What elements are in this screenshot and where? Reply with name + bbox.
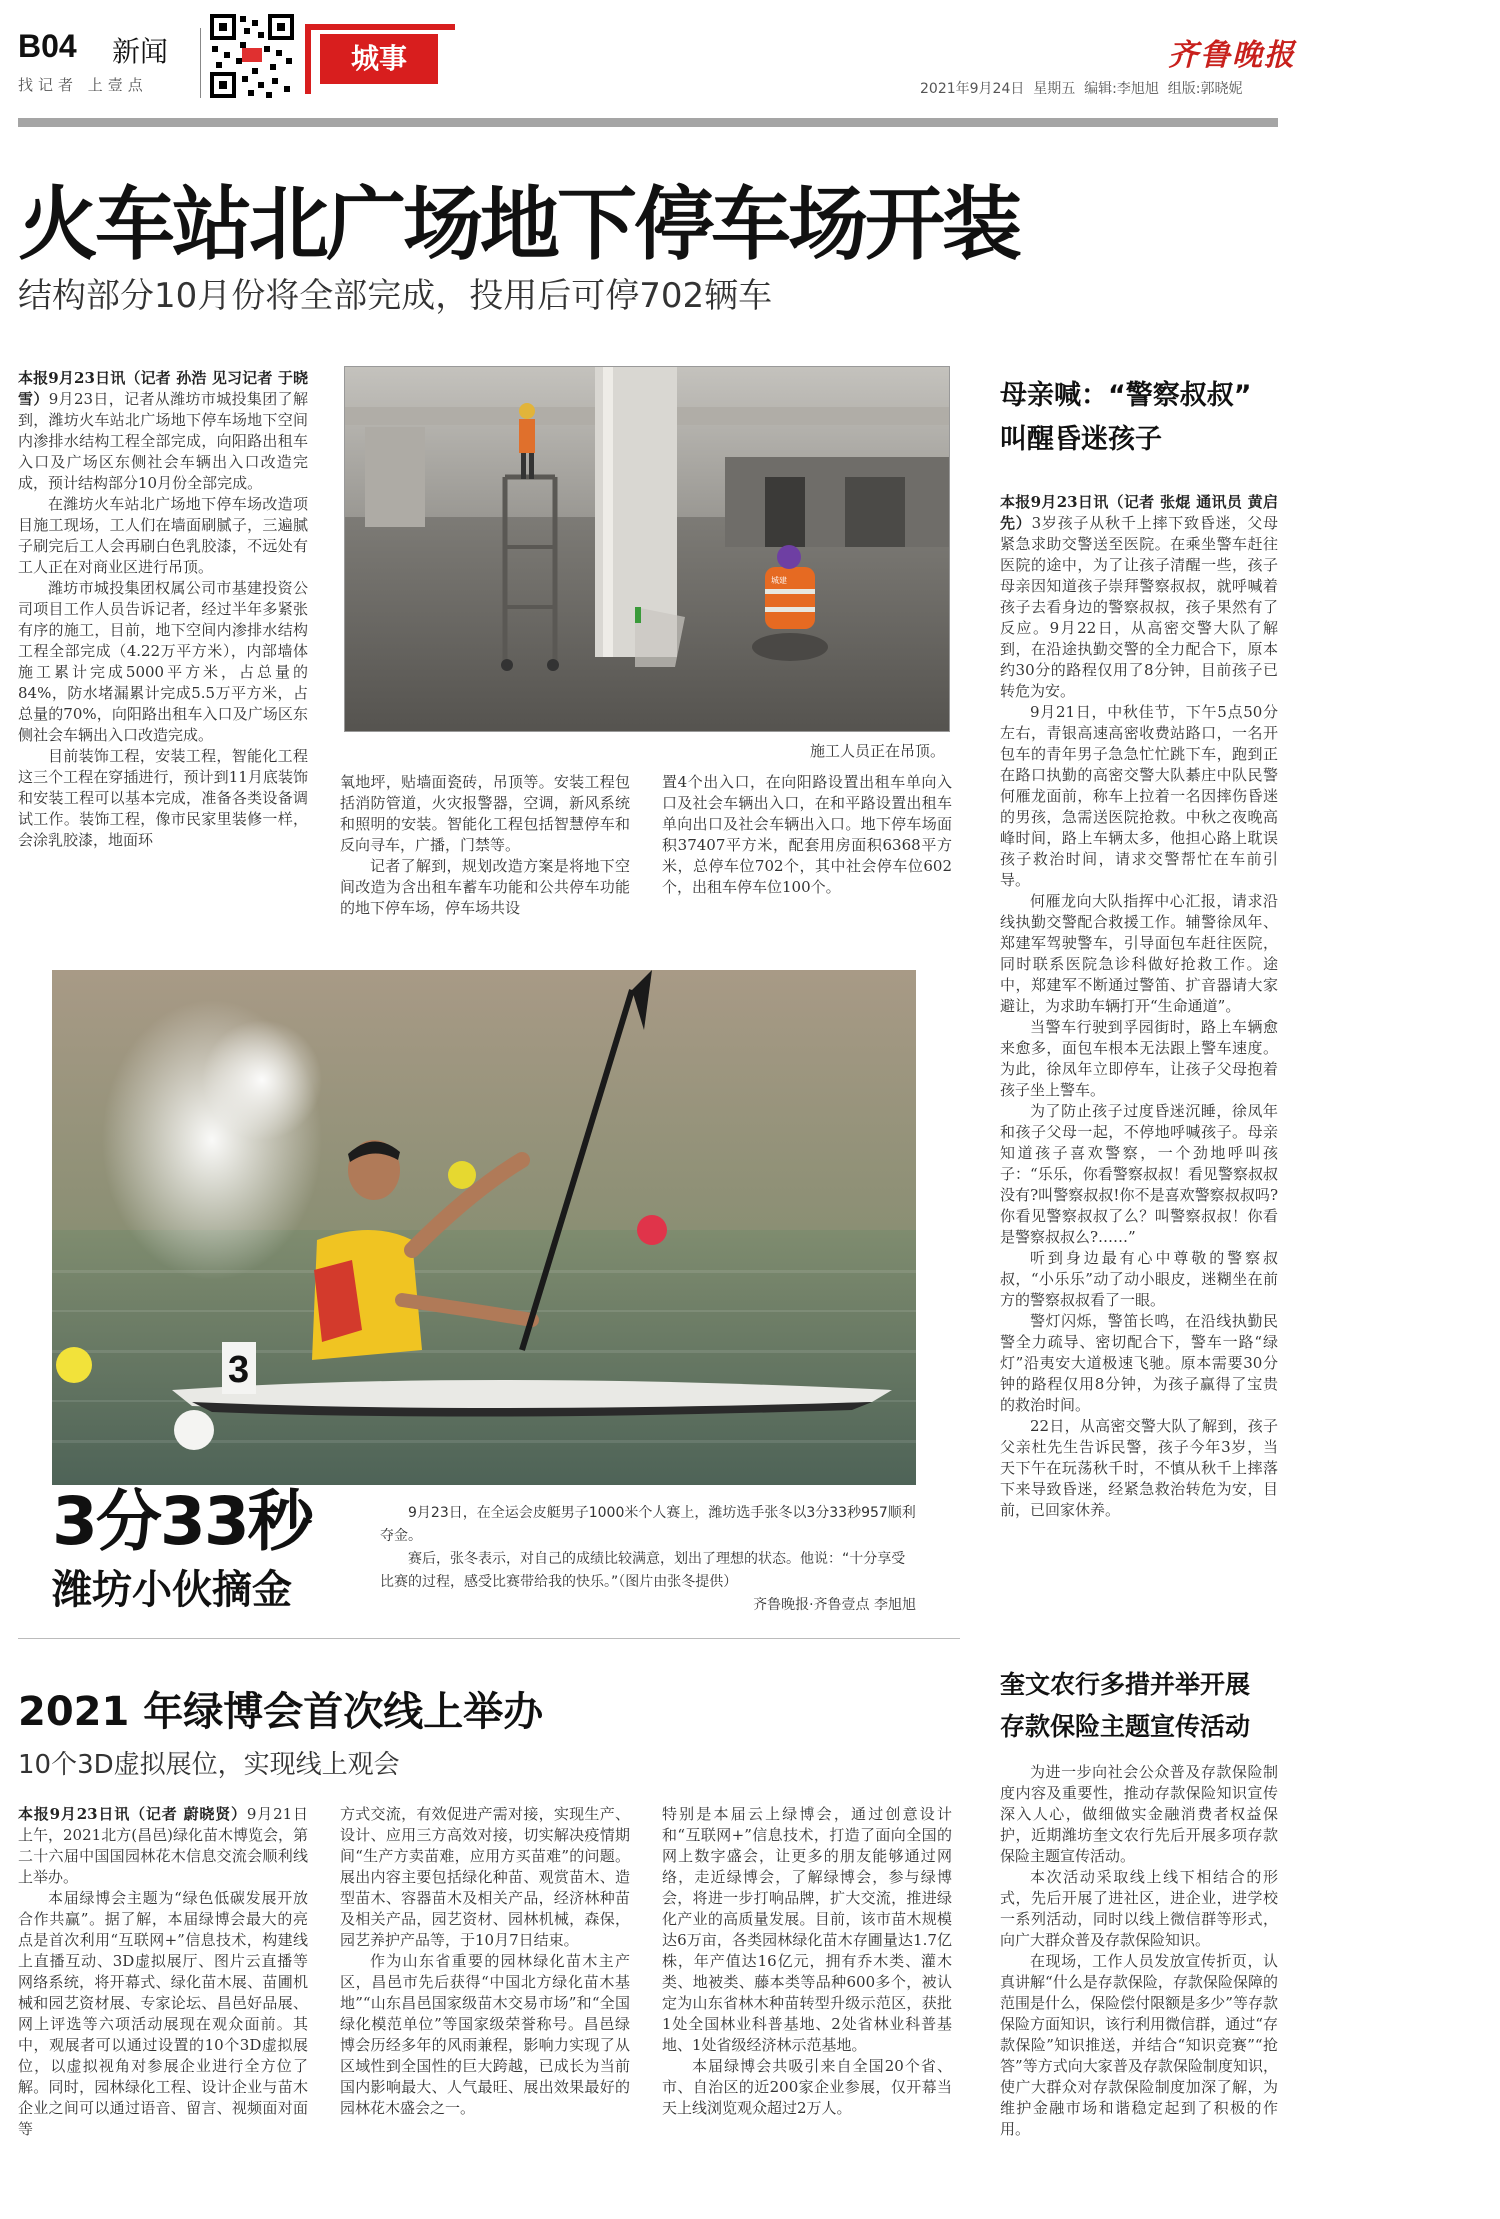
side-story-1-paragraph: 22日，从高密交警大队了解到，孩子父亲杜先生告诉民警，孩子今年3岁，当天下午在玩荡秋千时，不慎从秋千上摔落下来导致昏迷，经紧急救治转危为安，目前，已回家休养。 bbox=[1000, 1417, 1278, 1519]
lead-dateline: 本报9月23日讯（记者 孙浩 见习记者 于晓雪） bbox=[18, 369, 308, 408]
lead-paragraph: 目前装饰工程，安装工程，智能化工程这三个工程在穿插进行，预计到11月底装饰和安装工程可以基本完成，准备各类设备调试工作。装饰工程，像市民家里装修一样，会涂乳胶漆，地面环 bbox=[18, 747, 308, 849]
side-story-1-headline bbox=[1000, 374, 1280, 462]
green-expo-column-1 bbox=[18, 1804, 308, 2204]
green-expo-column-2 bbox=[340, 1804, 630, 2204]
side-story-2-headline-line1: 奎文农行多措并举开展 bbox=[1000, 1670, 1251, 1699]
side-story-1-paragraph: 3岁孩子从秋千上摔下致昏迷，父母紧急求助交警送至医院。在乘坐警车赶往医院的途中，为了让孩子清醒一些，孩子母亲因知道孩子崇拜警察叔叔，就呼喊着孩子去看身边的警察叔叔，孩子果然有了反应。9月22日，从高密交警大队了解到，在沿途执勤交警的全力配合下，原本约30分的路程仅用了8分钟，目前孩子已转危为安。 bbox=[1000, 514, 1278, 700]
green-expo-headline: 2021 年绿博会首次线上举办 bbox=[18, 1689, 544, 1735]
side-story-2-paragraph: 在现场，工作人员发放宣传折页，认真讲解“什么是存款保险，存款保险保障的范围是什么，保险偿付限额是多少”等存款保险方面知识，该行利用微信群，通过“存款保险”知识推送，并结合“知识竞赛”“抢答”等方式向大家普及存款保险制度知识，使广大群众对存款保险制度加深了解，为维护金融市场和谐稳定起到了积极的作用。 bbox=[1000, 1952, 1278, 2138]
section-name: 新闻 bbox=[112, 35, 169, 68]
green-expo-paragraph: 方式交流，有效促进产需对接，实现生产、设计、应用三方高效对接，切实解决疫情期间“生产方卖苗难，应用方买苗难”的问题。展出内容主要包括绿化种苗、观赏苗木、造型苗木、容器苗木及相关产品，经济林种苗及相关产品，园艺资材、园林机械，森保，园艺养护产品等，于10月7日结束。 bbox=[340, 1805, 630, 1949]
kayak-caption bbox=[380, 1502, 916, 1617]
lead-paragraph: 置4个出入口，在向阳路设置出租车单向入口及社会车辆出入口，在和平路设置出租车单向出口及社会车辆出入口。地下停车场面积37407平方米，配套用房面积6368平方米，总停车位702个，其中社会停车位602个，出租车停车位100个。 bbox=[662, 773, 952, 896]
newspaper-logo: 齐鲁晚报 bbox=[1168, 38, 1296, 73]
kayak-caption-line-1: 9月23日，在全运会皮艇男子1000米个人赛上，潍坊选手张冬以3分33秒957顺利夺金。 bbox=[380, 1505, 916, 1544]
side-story-1-paragraph: 为了防止孩子过度昏迷沉睡，徐凤年和孩子父母一起，不停地呼喊孩子。母亲知道孩子喜欢警察，一个劲地呼叫孩子：“乐乐，你看警察叔叔！看见警察叔叔没有?叫警察叔叔!你不是喜欢警察叔叔吗?你看见警察叔叔了么？叫警察叔叔！你看是警察叔叔么?……” bbox=[1000, 1102, 1278, 1246]
side-story-2-body bbox=[1000, 1762, 1278, 2206]
kayak-photo-credit: 齐鲁晚报·齐鲁壹点 李旭旭 bbox=[753, 1597, 916, 1613]
side-story-1-paragraph: 何雁龙向大队指挥中心汇报，请求沿线执勤交警配合救援工作。辅警徐凤年、郑建军驾驶警车，引导面包车赶往医院，同时联系医院急诊科做好抢救工作。途中，郑建军不断通过警笛、扩音器请大家避让，为求助车辆打开“生命通道”。 bbox=[1000, 892, 1278, 1015]
kayak-caption-line-2: 赛后，张冬表示，对自己的成绩比较满意，划出了理想的状态。他说：“十分享受比赛的过程，感受比赛带给我的快乐。”（图片由张冬提供） bbox=[380, 1551, 906, 1590]
side-story-1-dateline: 本报9月23日讯（记者 张焜 通讯员 黄启先） bbox=[1000, 493, 1278, 532]
date-line: 2021年9月24日 星期五 编辑:李旭旭 组版:郭晓妮 bbox=[920, 81, 1243, 97]
green-expo-subheadline: 10个3D虚拟展位，实现线上观会 bbox=[18, 1750, 400, 1780]
section-divider bbox=[18, 1638, 960, 1639]
bib-number: 3 bbox=[228, 1349, 250, 1391]
side-story-1-headline-line1: 母亲喊：“警察叔叔” bbox=[1000, 380, 1252, 411]
result-time: 3分33秒 bbox=[52, 1483, 312, 1560]
green-expo-paragraph: 本届绿博会主题为“绿色低碳发展开放合作共赢”。据了解，本届绿博会最大的亮点是首次利用“互联网+”信息技术，构建线上直播互动、3D虚拟展厅、图片云直播等网络系统，将开幕式、绿化苗木展、苗圃机械和园艺资材展、专家论坛、昌邑好品展、网上评选等六项活动展现在观众面前。其中，观展者可以通过设置的10个3D虚拟展位，以虚拟视角对参展企业进行全方位了解。同时，园林绿化工程、设计企业与苗木企业之间可以通过语音、留言、视频面对面等 bbox=[18, 1889, 308, 2138]
construction-photo-caption: 施工人员正在吊顶。 bbox=[810, 742, 946, 760]
lead-paragraph: 记者了解到，规划改造方案是将地下空间改造为含出租车蓄车功能和公共停车功能的地下停车场，停车场共设 bbox=[340, 857, 630, 917]
side-story-2-paragraph: 为进一步向社会公众普及存款保险制度内容及重要性，推动存款保险知识宣传深入人心，做细做实金融消费者权益保护，近期潍坊奎文农行先后开展多项存款保险主题宣传活动。 bbox=[1000, 1763, 1278, 1865]
side-story-2-headline bbox=[1000, 1664, 1280, 1748]
lead-paragraph: 9月23日，记者从潍坊市城投集团了解到，潍坊火车站北广场地下停车场地下空间内渗排水结构工程全部完成，向阳路出租车入口及广场区东侧社会车辆出入口改造完成，预计结构部分10月份全部完成。 bbox=[18, 390, 308, 492]
worker-badge: 城建 bbox=[771, 576, 787, 585]
section-slogan: 找记者 上壹点 bbox=[18, 76, 148, 94]
lead-headline: 火车站北广场地下停车场开装 bbox=[18, 178, 1019, 271]
masthead-rule bbox=[18, 118, 1278, 127]
construction-photo bbox=[344, 366, 950, 732]
green-expo-paragraph: 9月21日上午，2021北方(昌邑)绿化苗木博览会，第二十六届中国国园林花木信息交流会顺利线上举办。 bbox=[18, 1805, 308, 1886]
lead-paragraph: 氧地坪，贴墙面瓷砖，吊顶等。安装工程包括消防管道，火灾报警器，空调，新风系统和照明的安装。智能化工程包括智慧停车和反向寻车，广播，门禁等。 bbox=[340, 773, 630, 854]
lead-paragraph: 在潍坊火车站北广场地下停车场改造项目施工现场，工人们在墙面刷腻子，三遍腻子刷完后工人会再刷白色乳胶漆，不远处有工人正在对商业区进行吊顶。 bbox=[18, 495, 308, 576]
lead-paragraph: 潍坊市城投集团权属公司市基建投资公司项目工作人员告诉记者，经过半年多紧张有序的施工，目前，地下空间内渗排水结构工程全部完成（4.22万平方米），内部墙体施工累计完成5000平方米，占总量的84%，防水堵漏累计完成5.5万平方米，占总量的70%，向阳路出租车入口及广场区东侧社会车辆出入口改造完成。 bbox=[18, 579, 308, 744]
kayak-photo bbox=[52, 970, 916, 1485]
green-expo-paragraph: 本届绿博会共吸引来自全国20个省、市、自治区的近200家企业参展，仅开幕当天上线浏览观众超过2万人。 bbox=[662, 2057, 952, 2117]
side-story-2-paragraph: 本次活动采取线上线下相结合的形式，先后开展了进社区，进企业，进学校一系列活动，同时以线上微信群等形式，向广大群众普及存款保险知识。 bbox=[1000, 1868, 1278, 1949]
side-story-1-paragraph: 9月21日，中秋佳节，下午5点50分左右，青银高速高密收费站路口，一名开包车的青年男子急急忙忙跳下车，跑到正在路口执勤的高密交警大队綦庄中队民警何雁龙面前，称车上拉着一名因摔伤昏迷的男孩，急需送医院抢救。中秋之夜晚高峰时间，路上车辆太多，他担心路上耽误孩子救治时间，请求交警帮忙在车前引导。 bbox=[1000, 703, 1278, 889]
side-story-1-paragraph: 听到身边最有心中尊敬的警察叔叔，“小乐乐”动了动小眼皮，迷糊坐在前方的警察叔叔看了一眼。 bbox=[1000, 1249, 1278, 1309]
qr-code-icon bbox=[208, 12, 296, 100]
side-story-1-paragraph: 当警车行驶到孚园街时，路上车辆愈来愈多，面包车根本无法跟上警车速度。为此，徐凤年立即停车，让孩子父母抱着孩子坐上警车。 bbox=[1000, 1018, 1278, 1099]
side-story-1-headline-line2: 叫醒昏迷孩子 bbox=[1000, 424, 1162, 455]
side-story-1-paragraph: 警灯闪烁，警笛长鸣，在沿线执勤民警全力疏导、密切配合下，警车一路“绿灯”沿夷安大道极速飞驰。原本需要30分钟的路程仅用8分钟，为孩子赢得了宝贵的救治时间。 bbox=[1000, 1312, 1278, 1414]
green-expo-paragraph: 作为山东省重要的园林绿化苗木主产区，昌邑市先后获得“中国北方绿化苗木基地”“山东昌邑国家级苗木交易市场”和“全国绿化模范单位”等国家级荣誉称号。昌邑绿博会历经多年的风雨兼程，影响力实现了从区域性到全国性的巨大跨越，已成长为当前国内影响最大、人气最旺、展出效果最好的园林花木盛会之一。 bbox=[340, 1952, 630, 2117]
green-expo-column-3 bbox=[662, 1804, 952, 2204]
green-expo-dateline: 本报9月23日讯（记者 蔚晓贤） bbox=[18, 1805, 247, 1823]
masthead-divider bbox=[200, 28, 201, 98]
column-tag: 城事 bbox=[320, 34, 438, 84]
page-number: B04 bbox=[18, 28, 77, 64]
lead-column-2 bbox=[340, 772, 630, 932]
lead-column-3 bbox=[662, 772, 952, 932]
side-story-1-body bbox=[1000, 492, 1278, 1618]
lead-column-1 bbox=[18, 368, 308, 868]
lead-subheadline: 结构部分10月份将全部完成，投用后可停702辆车 bbox=[18, 276, 773, 316]
result-subtitle: 潍坊小伙摘金 bbox=[52, 1567, 292, 1613]
side-story-2-headline-line2: 存款保险主题宣传活动 bbox=[1000, 1712, 1251, 1741]
green-expo-paragraph: 特别是本届云上绿博会，通过创意设计和“互联网+”信息技术，打造了面向全国的网上数字盛会，让更多的朋友能够通过网络，走近绿博会，了解绿博会，参与绿博会，将进一步打响品牌，扩大交流，推进绿化产业的高质量发展。目前，该市苗木规模达6万亩，各类园林绿化苗木存圃量达1.7亿株，年产值达16亿元，拥有乔木类、灌木类、地被类、藤本类等品种600多个，被认定为山东省林木种苗转型升级示范区，获批1处全国林业科普基地、2处省林业科普基地、1处省级经济林示范基地。 bbox=[662, 1805, 952, 2054]
